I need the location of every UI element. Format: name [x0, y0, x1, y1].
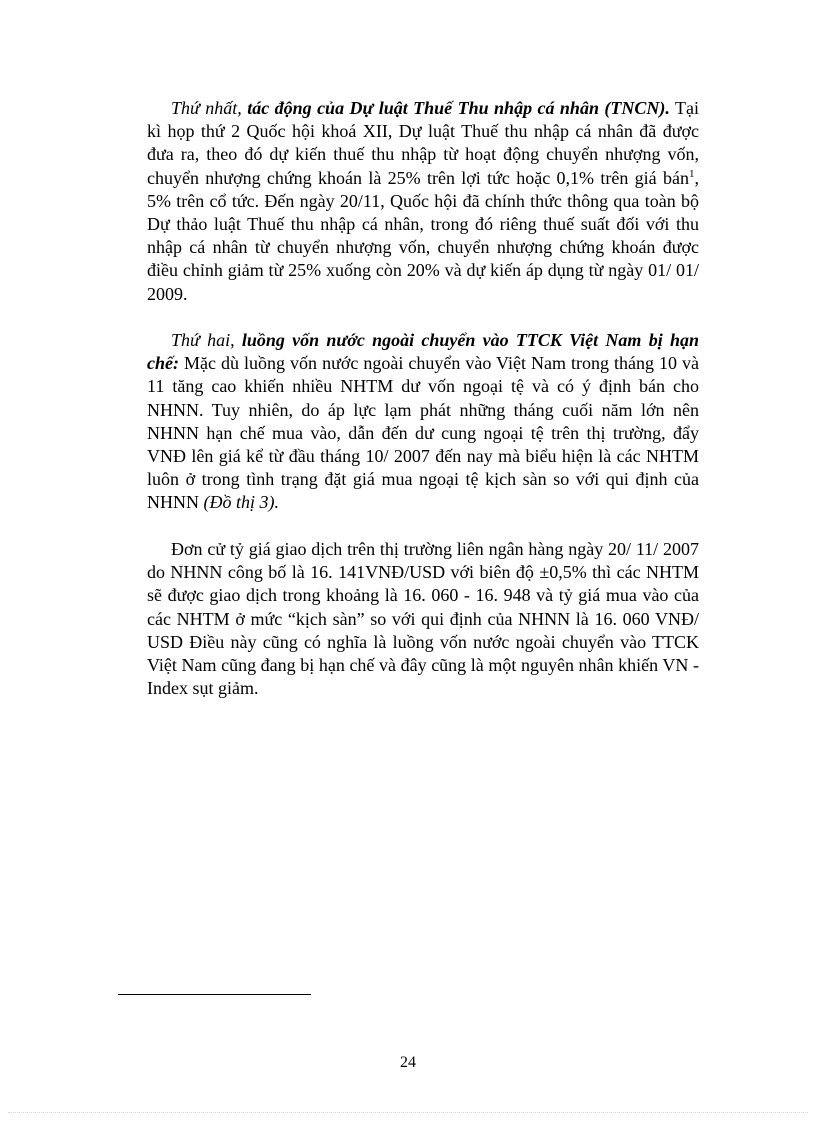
page-number: 24: [400, 1054, 416, 1071]
paragraph-heading: luồng vốn nước ngoài chuyển vào TTCK Việt Nam bị hạn chế:: [147, 330, 699, 374]
paragraph-body-continued: , 5% trên cổ tức. Đến ngày 20/11, Quốc hội đã chính thức thông qua toàn bộ Dự thảo luật Thuế thu nhập cá nhân, trong đó riêng thuế suất đối với thu nhập cá nhân từ chuyển nhượng vốn, chuyển nhượng chứng khoán được điều chỉnh giảm từ 25% xuống còn 20% và dự kiến áp dụng từ ngày 01/ 01/ 2009.: [147, 167, 699, 304]
footnote-reference[interactable]: 1: [689, 167, 695, 180]
paragraph-body: Tại kì họp thứ 2 Quốc hội khoá XII, Dự luật Thuế thu nhập cá nhân đã được đưa ra, theo đó dự kiến thuế thu nhập từ hoạt động chuyển nhượng vốn, chuyển nhượng chứng khoán là 25% trên lợi tức hoặc 0,1% trên giá bán: [147, 98, 699, 188]
chart-reference: (Đồ thị 3).: [203, 492, 279, 513]
footnote-separator: [118, 994, 311, 995]
paragraph-foreign-capital: [147, 329, 699, 515]
paragraph-exchange-rate: [147, 538, 699, 700]
page-bottom-border: [8, 1112, 808, 1113]
paragraph-body: Đơn cử tỷ giá giao dịch trên thị trường liên ngân hàng ngày 20/ 11/ 2007 do NHNN công bố là 16. 141VNĐ/USD với biên độ ±0,5% thì các NHTM sẽ được giao dịch trong khoảng là 16. 060 - 16. 948 và tỷ giá mua vào của các NHTM ở mức “kịch sàn” so với qui định của NHNN là 16. 060 VNĐ/ USD Điều này cũng có nghĩa là luồng vốn nước ngoài chuyển vào TTCK Việt Nam cũng đang bị hạn chế và đây cũng là một nguyên nhân khiến VN - Index sụt giảm.: [147, 539, 699, 699]
paragraph-lead: Thứ nhất,: [171, 98, 242, 118]
paragraph-heading: tác động của Dự luật Thuế Thu nhập cá nhân (TNCN).: [247, 98, 670, 118]
paragraph-personal-income-tax: [147, 97, 699, 306]
paragraph-lead: Thứ hai,: [171, 330, 235, 350]
paragraph-body: Mặc dù luồng vốn nước ngoài chuyển vào Việt Nam trong tháng 10 và 11 tăng cao khiến nhiều NHTM dư vốn ngoại tệ và có ý định bán cho NHNN. Tuy nhiên, do áp lực lạm phát những tháng cuối năm lớn nên NHNN hạn chế mua vào, dẫn đến dư cung ngoại tệ trên thị trường, đẩy VNĐ lên giá kể từ đầu tháng 10/ 2007 đến nay mà biểu hiện là các NHTM luôn ở trong tình trạng đặt giá mua ngoại tệ kịch sàn so với qui định của NHNN: [147, 353, 700, 513]
